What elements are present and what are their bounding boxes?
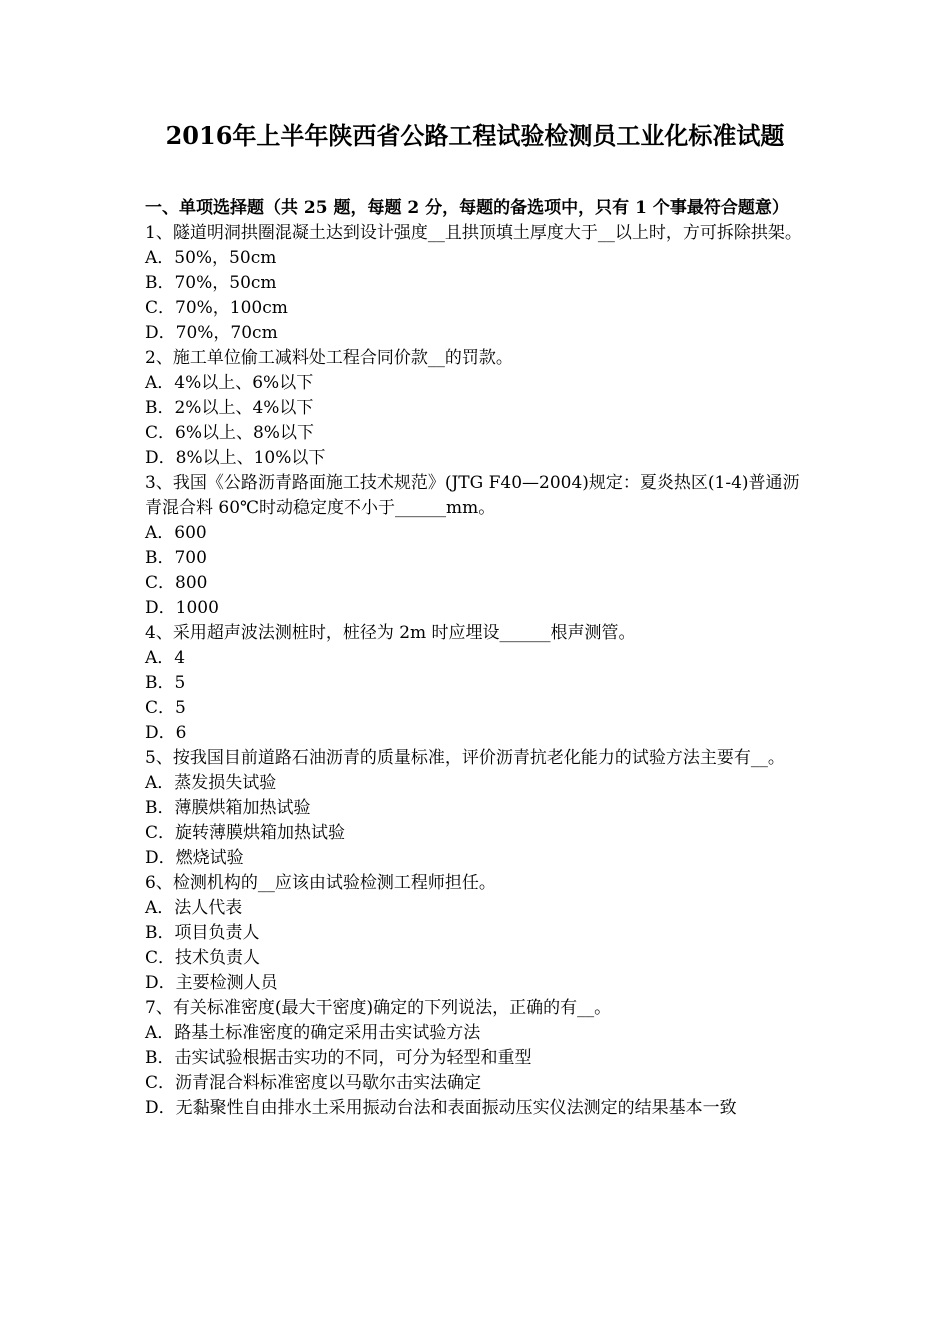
option-c: C．沥青混合料标准密度以马歇尔击实法确定 — [145, 1073, 482, 1093]
question-stem: 1、隧道明洞拱圈混凝土达到设计强度__且拱顶填土厚度大于__以上时，方可拆除拱架。 — [145, 223, 802, 243]
section-heading: 一、单项选择题（共 25 题，每题 2 分，每题的备选项中，只有 1 个事最符合题意） — [145, 198, 789, 218]
question-stem: 6、检测机构的__应该由试验检测工程师担任。 — [145, 873, 496, 893]
option-a: A．50%，50cm — [145, 248, 277, 268]
option-a: A．4 — [145, 648, 186, 668]
document-body — [145, 196, 810, 1121]
option-list — [145, 1021, 810, 1121]
option-a: A．600 — [145, 523, 207, 543]
option-a: A．路基土标准密度的确定采用击实试验方法 — [145, 1023, 481, 1043]
option-d: D．无黏聚性自由排水土采用振动台法和表面振动压实仪法测定的结果基本一致 — [145, 1098, 737, 1118]
option-list — [145, 771, 810, 871]
option-d: D．1000 — [145, 598, 219, 618]
option-c: C．800 — [145, 573, 208, 593]
option-c: C．6%以上、8%以下 — [145, 423, 314, 443]
question-6 — [145, 871, 810, 996]
option-d: D．8%以上、10%以下 — [145, 448, 326, 468]
option-list — [145, 371, 810, 471]
question-stem: 3、我国《公路沥青路面施工技术规范》(JTG F40—2004)规定：夏炎热区(1-4)普通沥青混合料 60℃时动稳定度不小于______mm。 — [145, 473, 800, 518]
question-stem: 5、按我国目前道路石油沥青的质量标准，评价沥青抗老化能力的试验方法主要有__。 — [145, 748, 785, 768]
question-1 — [145, 221, 810, 346]
option-c: C．技术负责人 — [145, 948, 261, 968]
option-list — [145, 521, 810, 621]
question-2 — [145, 346, 810, 471]
option-list — [145, 246, 810, 346]
question-stem: 2、施工单位偷工减料处工程合同价款__的罚款。 — [145, 348, 513, 368]
option-list — [145, 896, 810, 996]
option-d: D．70%，70cm — [145, 323, 278, 343]
option-c: C．5 — [145, 698, 186, 718]
option-b: B．5 — [145, 673, 186, 693]
option-b: B．击实试验根据击实功的不同，可分为轻型和重型 — [145, 1048, 532, 1068]
option-list — [145, 646, 810, 746]
question-list — [145, 221, 810, 1121]
question-3 — [145, 471, 810, 621]
question-stem: 7、有关标准密度(最大干密度)确定的下列说法，正确的有__。 — [145, 998, 612, 1018]
option-b: B．项目负责人 — [145, 923, 260, 943]
option-c: C．70%，100cm — [145, 298, 288, 318]
question-5 — [145, 746, 810, 871]
document-title: 2016年上半年陕西省公路工程试验检测员工业化标准试题 — [165, 121, 785, 150]
option-b: B．薄膜烘箱加热试验 — [145, 798, 311, 818]
option-d: D．主要检测人员 — [145, 973, 278, 993]
question-stem: 4、采用超声波法测桩时，桩径为 2m 时应埋设______根声测管。 — [145, 623, 636, 643]
question-7 — [145, 996, 810, 1121]
option-d: D．燃烧试验 — [145, 848, 244, 868]
question-4 — [145, 621, 810, 746]
option-c: C．旋转薄膜烘箱加热试验 — [145, 823, 346, 843]
option-b: B．70%，50cm — [145, 273, 277, 293]
option-a: A．4%以上、6%以下 — [145, 373, 314, 393]
option-b: B．700 — [145, 548, 207, 568]
option-a: A．法人代表 — [145, 898, 243, 918]
option-d: D．6 — [145, 723, 187, 743]
option-b: B．2%以上、4%以下 — [145, 398, 314, 418]
option-a: A．蒸发损失试验 — [145, 773, 277, 793]
